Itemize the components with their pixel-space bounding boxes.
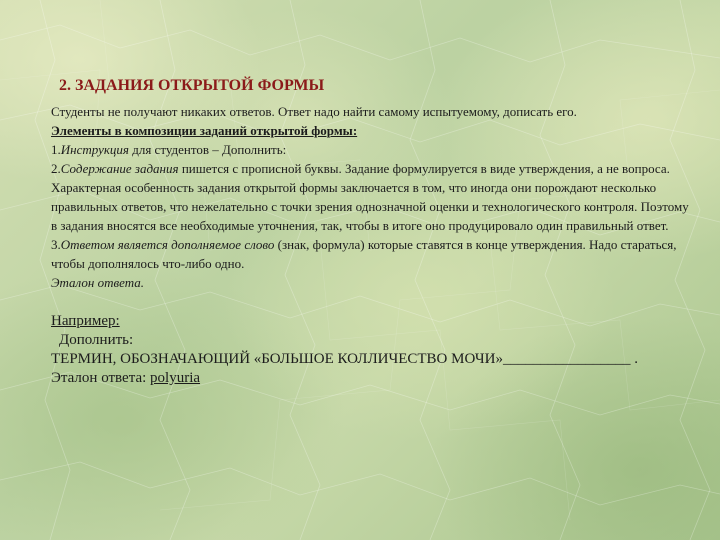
item-content-number: 2. — [51, 161, 61, 176]
spacer — [51, 292, 691, 312]
etalon-label: Эталон ответа. — [51, 275, 145, 290]
item-content-text: пишется с прописной буквы. Задание формулируется в виде утверждения, а не вопроса. Характерная особенность задания открытой формы заключается в том, что иногда они порождают несколько правильных ответов, что нежелательно с точки зрения однозначной оценки и технологического контроля. Поэтому в задания вносятся все необходимые уточнения, так, чтобы в итоге оно продуцировало один правильный ответ. — [51, 161, 689, 233]
slide-content — [51, 76, 691, 388]
example-instruction: Дополнить: — [59, 332, 134, 348]
item-content-term: Содержание задания — [60, 161, 179, 176]
item-instruction — [51, 140, 691, 159]
item-instruction-text: для студентов – Дополнить: — [128, 142, 287, 157]
item-answer — [51, 235, 691, 273]
example-title: Например: — [51, 313, 120, 329]
intro-paragraph: Студенты не получают никаких ответов. Ответ надо найти самому испытуемому, дописать его. — [51, 104, 577, 119]
example-answer-value: polyuria — [150, 370, 201, 386]
elements-title — [51, 121, 691, 140]
item-answer-number: 3. — [51, 237, 61, 252]
slide-heading: 2. ЗАДАНИЯ ОТКРЫТОЙ ФОРМЫ — [59, 77, 325, 94]
item-answer-term: Ответом является дополняемое слово — [60, 237, 275, 252]
item-instruction-number: 1. — [51, 142, 61, 157]
item-answer-text: (знак, формула) которые ставятся в конце утверждения. Надо стараться, чтобы дополнялось что-либо одно. — [51, 237, 677, 271]
item-content — [51, 159, 691, 235]
example-answer — [51, 369, 691, 388]
elements-title-text: Элементы в композиции заданий открытой формы: — [51, 123, 358, 138]
item-instruction-term: Инструкция — [60, 142, 129, 157]
example-answer-label: Эталон ответа: — [51, 370, 151, 386]
example-task: ТЕРМИН, ОБОЗНАЧАЮЩИЙ «БОЛЬШОЕ КОЛЛИЧЕСТВО МОЧИ»_________________ . — [51, 351, 638, 367]
